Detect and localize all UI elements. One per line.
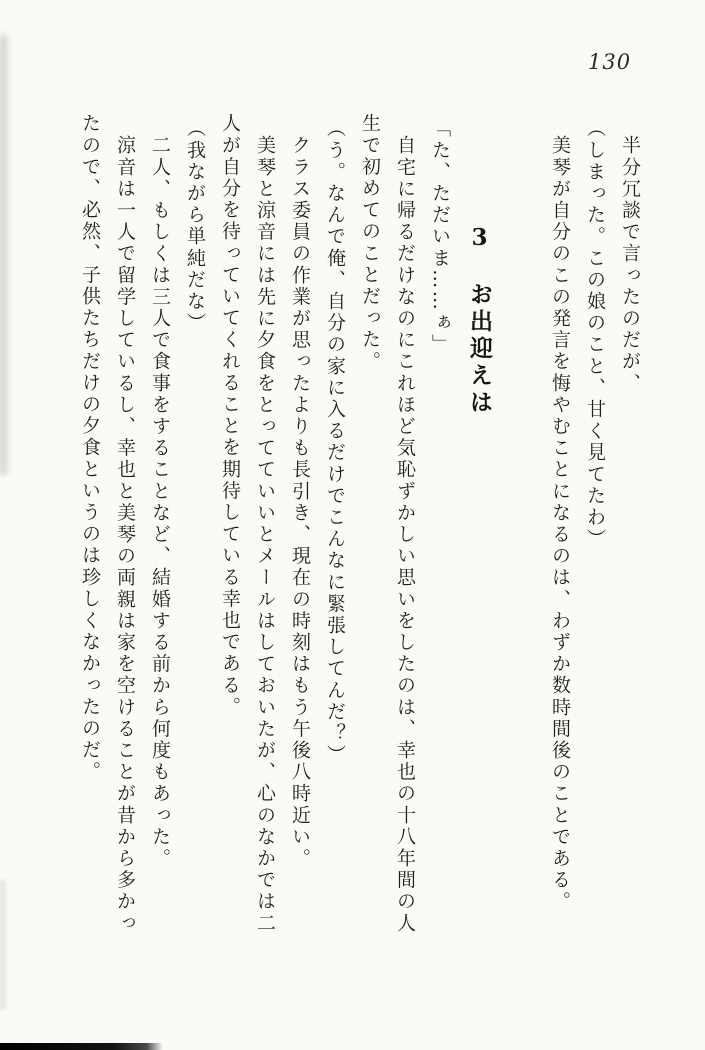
text-column: 生で初めてのことだった。 xyxy=(359,113,381,373)
text-column: クラス委員の作業が思ったよりも長引き、現在の時刻はもう午後八時近い。 xyxy=(289,135,311,870)
scan-shadow-left-lower xyxy=(0,880,8,1010)
text-column: 半分冗談で言ったのだが、 xyxy=(619,135,641,395)
text-column: 人が自分を待っていてくれることを期待している幸也である。 xyxy=(219,113,241,718)
text-column: 自宅に帰るだけなのにこれほど気恥ずかしい思いをしたのは、幸也の十八年間の人 xyxy=(394,135,416,935)
scan-black-bar xyxy=(0,1043,163,1050)
text-column: （しまった。この娘のこと、甘く見てたわ） xyxy=(584,118,606,550)
text-column: （う。なんで俺、自分の家に入るだけでこんなに緊張してんだ？） xyxy=(324,118,346,766)
text-column: 涼音は一人で留学しているし、幸也と美琴の両親は家を空けることが昔から多かっ xyxy=(114,135,136,935)
chapter-heading: 3 お出迎えは xyxy=(466,224,493,417)
text-column: 「た、ただいま……ぁ」 xyxy=(429,118,451,356)
text-column: 美琴が自分のこの発言を悔やむことになるのは、わずか数時間後のことである。 xyxy=(549,135,571,913)
text-column: 美琴と涼音には先に夕食をとってていいとメールはしておいたが、心のなかでは二 xyxy=(254,135,276,935)
page-number: 130 xyxy=(588,50,632,74)
scan-shadow-left xyxy=(0,35,11,475)
text-column: 二人、もしくは三人で食事をすることなど、結婚する前から何度もあった。 xyxy=(149,135,171,870)
text-column: たので、必然、子供たちだけの夕食というのは珍しくなかったのだ。 xyxy=(79,113,101,783)
text-column: （我ながら単純だな） xyxy=(184,118,206,334)
